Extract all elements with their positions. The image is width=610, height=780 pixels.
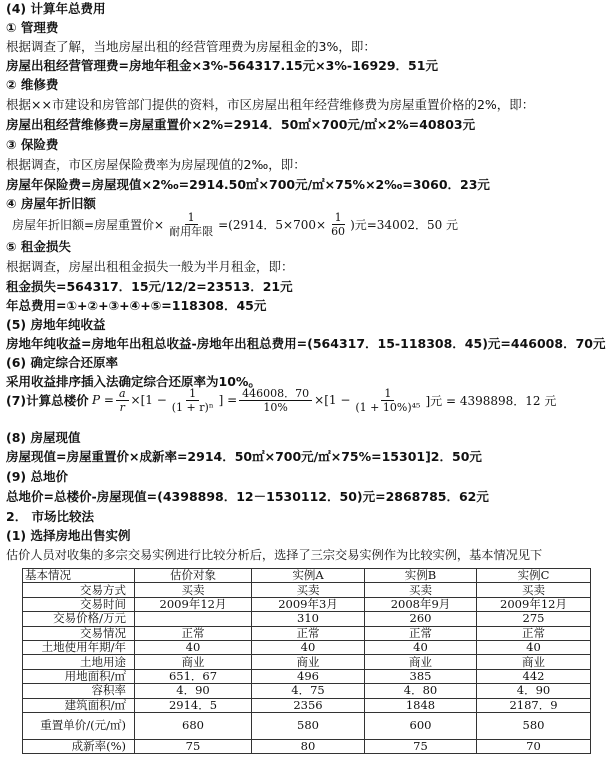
section-heading: (5) 房地年纯收益 — [6, 317, 106, 332]
table-cell: 70 — [477, 739, 591, 753]
table-cell: 2009年12月 — [477, 597, 591, 611]
table-header-cell: 实例B — [365, 569, 477, 583]
section-heading: 2． 市场比较法 — [6, 509, 95, 524]
row-label-cell: 成新率(%) — [23, 739, 135, 753]
table-cell: 买卖 — [252, 583, 365, 597]
formula-text: ×[1 − — [314, 393, 351, 407]
table-cell: 2356 — [252, 698, 365, 712]
equation-line: 总地价=总楼价-房屋现值=(4398898．12－1530112．50)元=2868785．62元 — [6, 489, 489, 504]
fraction — [328, 211, 348, 238]
table-row — [23, 626, 591, 640]
formula-text: ]元 = 4398898．12 元 — [425, 393, 557, 408]
table-cell: 2914．5 — [135, 698, 252, 712]
item-heading: ② 维修费 — [6, 77, 59, 92]
table-header-cell: 实例C — [477, 569, 591, 583]
fraction — [116, 387, 129, 414]
denominator: 耐用年限 — [169, 224, 214, 238]
section-heading: (6) 确定综合还原率 — [6, 355, 118, 370]
table-cell: 2009年12月 — [135, 597, 252, 611]
table-row — [23, 655, 591, 669]
formula-text: 房屋年折旧额=房屋重置价× — [12, 217, 165, 232]
table-cell: 260 — [365, 612, 477, 626]
row-label-cell: 土地用途 — [23, 655, 135, 669]
table-cell: 651．67 — [135, 669, 252, 683]
table-cell: 275 — [477, 612, 591, 626]
table-cell: 商业 — [252, 655, 365, 669]
table-cell: 买卖 — [365, 583, 477, 597]
table-cell: 4．90 — [477, 684, 591, 698]
table-cell: 商业 — [135, 655, 252, 669]
table-header-cell: 估价对象 — [135, 569, 252, 583]
numerator: 1 — [185, 211, 198, 225]
table-cell: 600 — [365, 712, 477, 739]
paragraph: 根据调查，市区房屋保险费率为房屋现值的2‰，即： — [6, 157, 306, 172]
total-building-price-formula — [92, 380, 556, 420]
table-cell: 2008年9月 — [365, 597, 477, 611]
formula-text: ] = — [218, 393, 238, 407]
denominator: 10% — [263, 400, 288, 414]
table-row — [23, 583, 591, 597]
table-cell: 680 — [135, 712, 252, 739]
row-label-cell: 交易方式 — [23, 583, 135, 597]
paragraph: 根据调查了解，当地房屋出租的经营管理费为房屋租金的3%，即： — [6, 39, 376, 54]
table-cell: 442 — [477, 669, 591, 683]
row-label-cell: 土地使用年期/年 — [23, 640, 135, 654]
table-body — [23, 569, 591, 754]
table-row — [23, 612, 591, 626]
fraction — [239, 387, 312, 414]
row-label-cell: 交易情况 — [23, 626, 135, 640]
paragraph: 根据××市建设和房管部门提供的资料，市区房屋出租年经营维修费为房屋重置价格的2%，即： — [6, 97, 535, 112]
paragraph: 采用收益排序插入法确定综合还原率为10%。 — [6, 374, 261, 389]
equation-line: 房地年纯收益=房地年出租总收益-房地年出租总费用=(564317．15-118308．45)元=446008．70元 — [6, 336, 606, 351]
item-heading: ④ 房屋年折旧额 — [6, 196, 96, 211]
table-cell: 580 — [477, 712, 591, 739]
table-cell: 1848 — [365, 698, 477, 712]
numerator: 1 — [381, 387, 394, 401]
table-row — [23, 640, 591, 654]
table-cell: 正常 — [477, 626, 591, 640]
equation-line: 房屋出租经营维修费=房屋重置价×2%=2914．50㎡×700元/㎡×2%=40803元 — [6, 117, 476, 132]
section-heading: (9) 总地价 — [6, 469, 68, 484]
table-cell: 40 — [365, 640, 477, 654]
numerator: 446008．70 — [239, 387, 312, 401]
equation-line: 房屋现值=房屋重置价×成新率=2914．50㎡×700元/㎡×75%=15301]2．50元 — [6, 449, 482, 464]
denominator: r — [119, 400, 125, 414]
comparison-table — [22, 568, 591, 754]
denominator: (1 + 10%)⁴⁵ — [355, 400, 421, 414]
table-row — [23, 597, 591, 611]
paragraph: 根据调查，房屋出租租金损失一般为半月租金，即： — [6, 259, 294, 274]
table-cell: 75 — [365, 739, 477, 753]
table-cell: 4．90 — [135, 684, 252, 698]
section-heading: (1) 选择房地出售实例 — [6, 528, 131, 543]
table-cell: 496 — [252, 669, 365, 683]
section-heading: (4) 计算年总费用 — [6, 1, 106, 16]
row-label-cell: 重置单价/(元/㎡) — [23, 712, 135, 739]
table-cell: 正常 — [365, 626, 477, 640]
equation-line: 租金损失=564317．15元/12/2=23513．21元 — [6, 279, 293, 294]
formula-text: )元=34002．50 元 — [350, 217, 459, 232]
section-heading: (8) 房屋现值 — [6, 430, 81, 445]
fraction — [166, 211, 216, 238]
table-cell: 正常 — [135, 626, 252, 640]
item-heading: ① 管理费 — [6, 20, 59, 35]
formula-text: ×[1 − — [130, 393, 167, 407]
table-cell: 商业 — [477, 655, 591, 669]
item-heading: ⑤ 租金损失 — [6, 239, 71, 254]
equation-line: 年总费用=①+②+③+④+⑤=118308．45元 — [6, 298, 267, 313]
table-cell: 40 — [135, 640, 252, 654]
table-cell: 80 — [252, 739, 365, 753]
table-cell — [135, 612, 252, 626]
row-label-cell: 交易时间 — [23, 597, 135, 611]
table-cell: 4．75 — [252, 684, 365, 698]
table-row — [23, 669, 591, 683]
numerator: 1 — [332, 211, 345, 225]
table-cell: 75 — [135, 739, 252, 753]
denominator: (1 + r)ⁿ — [171, 400, 214, 414]
table-row — [23, 739, 591, 753]
table-row — [23, 698, 591, 712]
row-label-cell: 建筑面积/㎡ — [23, 698, 135, 712]
section-heading: (7)计算总楼价 — [6, 393, 89, 408]
table-cell: 4．80 — [365, 684, 477, 698]
fraction — [352, 387, 423, 414]
row-label-cell: 用地面积/㎡ — [23, 669, 135, 683]
table-cell: 商业 — [365, 655, 477, 669]
fraction — [169, 387, 217, 414]
row-label-cell: 交易价格/万元 — [23, 612, 135, 626]
formula-text: =(2914．5×700× — [218, 217, 327, 232]
item-heading: ③ 保险费 — [6, 137, 59, 152]
numerator: a — [116, 387, 129, 401]
table-header-cell: 基本情况 — [23, 569, 135, 583]
table-cell: 580 — [252, 712, 365, 739]
table-cell: 385 — [365, 669, 477, 683]
table-cell: 正常 — [252, 626, 365, 640]
formula-text: P = — [92, 393, 114, 407]
table-cell: 40 — [477, 640, 591, 654]
table-cell: 买卖 — [477, 583, 591, 597]
table-row — [23, 712, 591, 739]
table-cell: 2187．9 — [477, 698, 591, 712]
table-header-cell: 实例A — [252, 569, 365, 583]
equation-line: 房屋出租经营管理费=房地年租金×3%-564317.15元×3%-16929．51元 — [6, 58, 438, 73]
table-header-row — [23, 569, 591, 583]
row-label-cell: 容积率 — [23, 684, 135, 698]
table-cell: 310 — [252, 612, 365, 626]
paragraph: 估价人员对收集的多宗交易实例进行比较分析后，选择了三宗交易实例作为比较实例，基本情况见下 — [6, 548, 543, 562]
equation-line: 房屋年保险费=房屋现值×2‰=2914.50㎡×700元/㎡×75%×2‰=3060．23元 — [6, 177, 490, 192]
table-cell: 40 — [252, 640, 365, 654]
table-cell: 买卖 — [135, 583, 252, 597]
depreciation-formula — [12, 210, 458, 238]
numerator: 1 — [186, 387, 199, 401]
table-cell: 2009年3月 — [252, 597, 365, 611]
table-row — [23, 684, 591, 698]
denominator: 60 — [331, 224, 346, 238]
